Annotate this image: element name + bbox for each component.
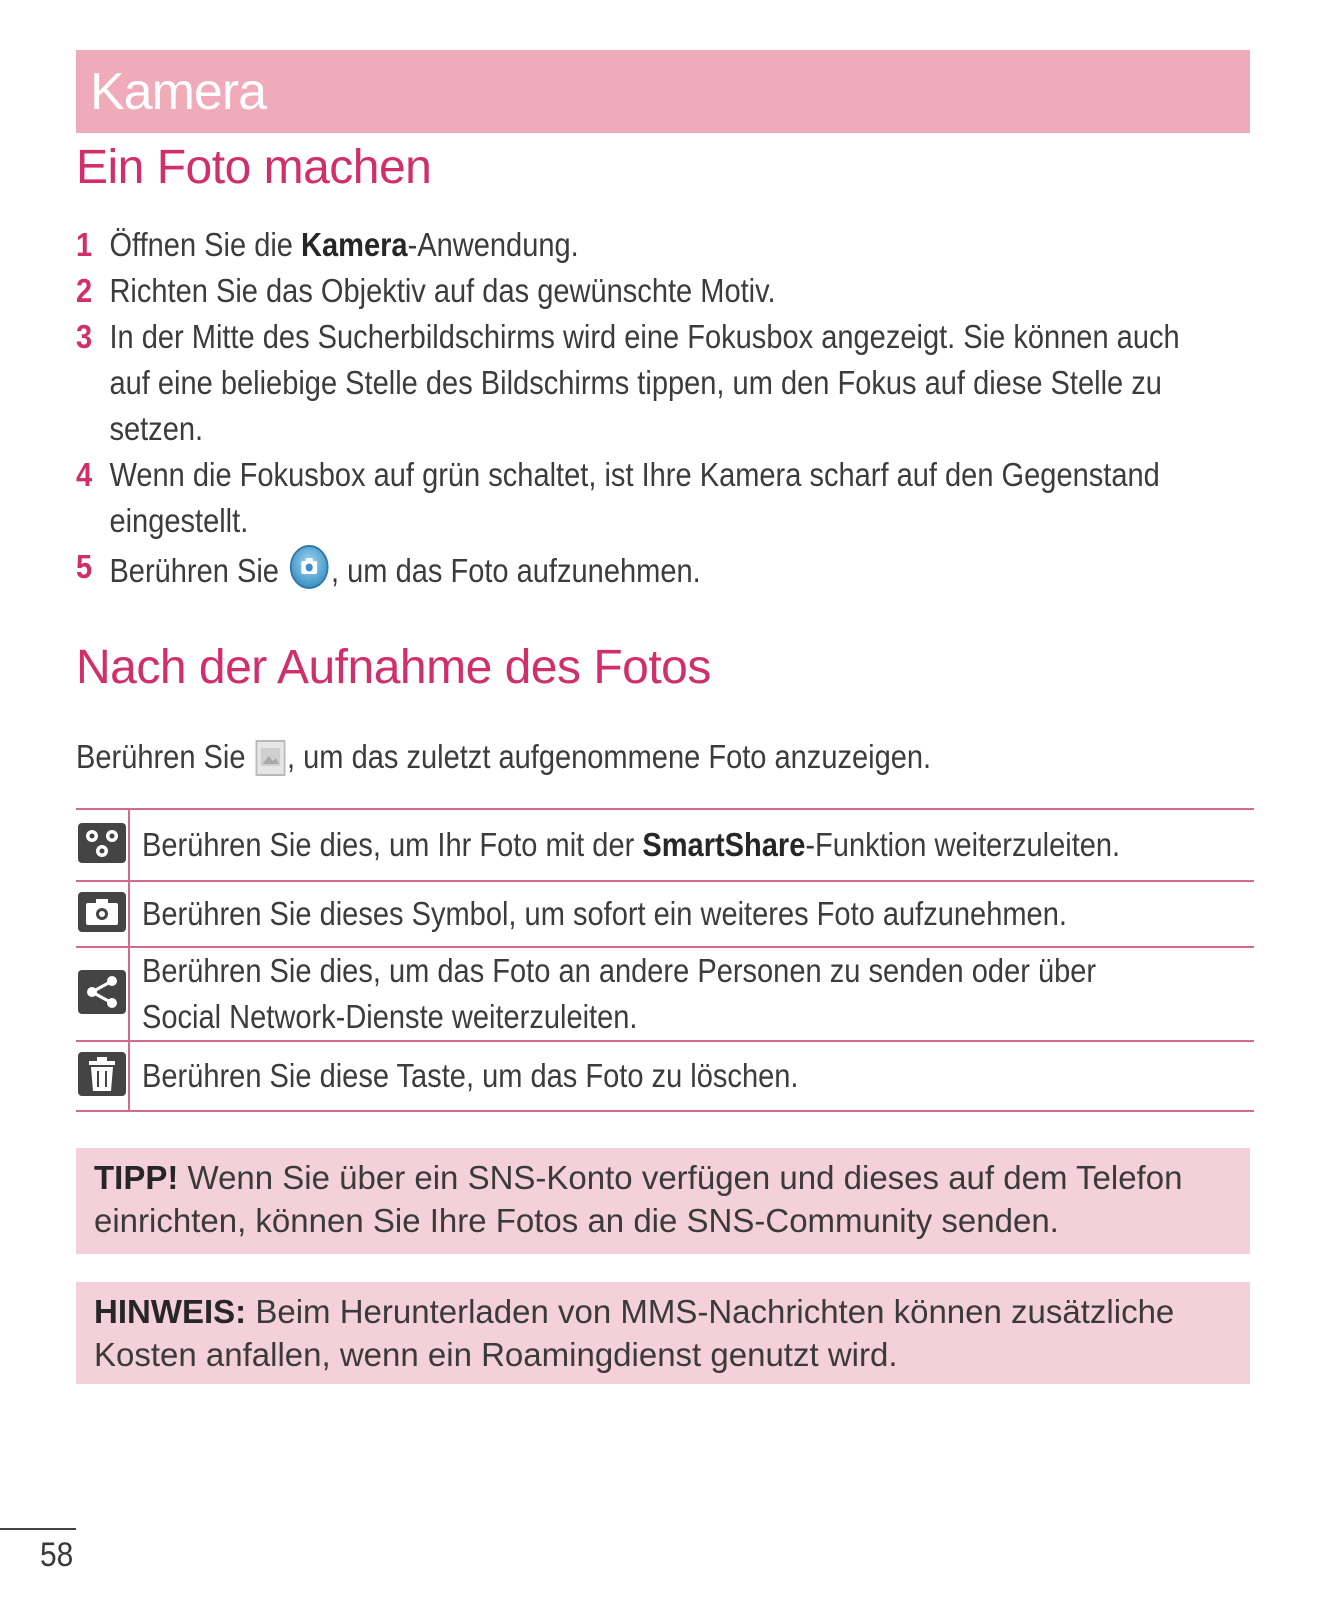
step-number: 3	[76, 318, 93, 355]
section-title-take-photo: Ein Foto machen	[76, 141, 432, 194]
camera-shutter-icon	[289, 544, 329, 602]
step-4: 4 Wenn die Fokusbox auf grün schaltet, ist Ihre Kamera scharf auf den Gegenstand eingestellt.	[76, 452, 1176, 544]
note-box: HINWEIS: Beim Herunterladen von MMS-Nachrichten können zusätzliche Kosten anfallen, wenn ein Roamingdienst genutzt wird.	[76, 1282, 1250, 1384]
camera-icon	[78, 892, 126, 937]
after-photo-intro: Berühren Sie , um das zuletzt aufgenommene Foto anzuzeigen.	[76, 734, 931, 788]
table-row: Berühren Sie dieses Symbol, um sofort ein weiteres Foto aufzunehmen.	[76, 881, 1254, 947]
step-number: 5	[76, 548, 93, 585]
photo-actions-table	[76, 808, 1254, 1112]
note-label: HINWEIS:	[94, 1293, 247, 1330]
gallery-thumbnail-icon	[255, 740, 285, 788]
step-3: 3 In der Mitte des Sucherbildschirms wird eine Fokusbox angezeigt. Sie können auch auf eine beliebige Stelle des Bildschirms tippen, um den Fokus auf diese Stelle zu setzen.	[76, 314, 1176, 452]
footer-rule	[0, 1528, 76, 1530]
chapter-title: Kamera	[90, 63, 267, 121]
kamera-keyword: Kamera	[301, 226, 408, 263]
smartshare-icon	[78, 823, 126, 868]
table-row: Berühren Sie dies, um Ihr Foto mit der SmartShare-Funktion weiterzuleiten.	[76, 809, 1254, 881]
smartshare-keyword: SmartShare	[642, 826, 806, 863]
steps-list	[76, 222, 1326, 602]
tip-label: TIPP!	[94, 1159, 179, 1196]
step-number: 2	[76, 272, 93, 309]
table-row: Berühren Sie dies, um das Foto an andere Personen zu senden oder über Social Network-Dienste weiterzuleiten.	[76, 947, 1254, 1041]
tip-box: TIPP! Wenn Sie über ein SNS-Konto verfügen und dieses auf dem Telefon einrichten, können Sie Ihre Fotos an die SNS-Community senden.	[76, 1148, 1250, 1254]
page-number: 58	[40, 1536, 74, 1574]
step-1: 1 Öffnen Sie die Kamera-Anwendung.	[76, 222, 1176, 268]
chapter-header	[76, 50, 1250, 133]
step-number: 4	[76, 456, 93, 493]
step-5: 5 Berühren Sie , um das Foto aufzunehmen.	[76, 544, 1176, 602]
step-number: 1	[76, 226, 93, 263]
trash-icon	[78, 1052, 126, 1101]
step-2: 2 Richten Sie das Objektiv auf das gewünschte Motiv.	[76, 268, 1176, 314]
share-icon	[78, 970, 126, 1019]
table-row: Berühren Sie diese Taste, um das Foto zu löschen.	[76, 1041, 1254, 1111]
section-title-after-photo: Nach der Aufnahme des Fotos	[76, 641, 711, 694]
